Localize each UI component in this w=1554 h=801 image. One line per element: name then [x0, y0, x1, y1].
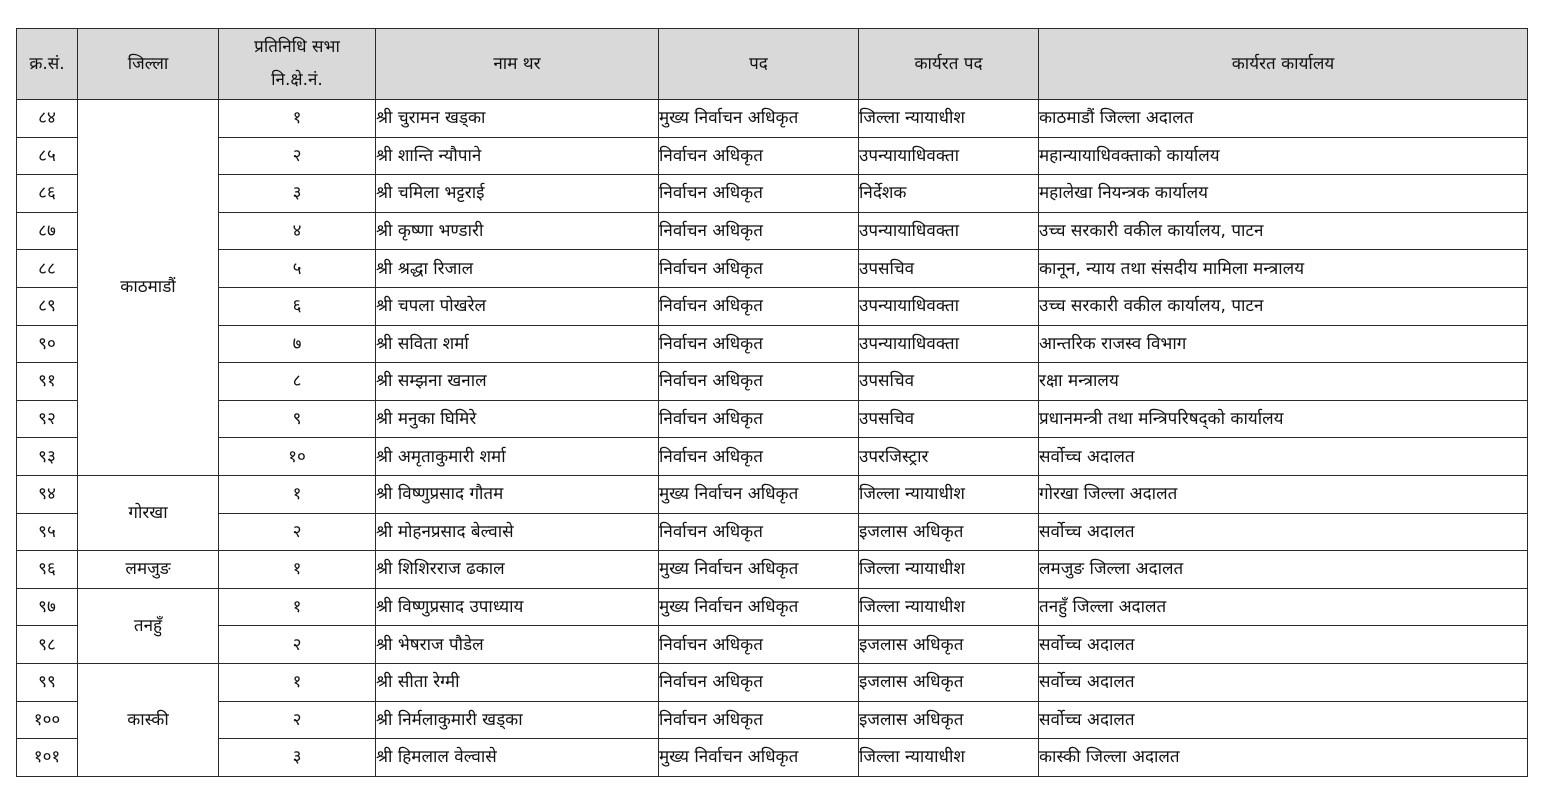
working-office-cell: कानून, न्याय तथा संसदीय मामिला मन्त्रालय [1039, 250, 1528, 288]
constituency-cell: ९ [219, 400, 376, 438]
serial-number-cell: ९९ [17, 663, 78, 701]
working-post-cell: इजलास अधिकृत [859, 626, 1039, 664]
name-cell: श्री चपला पोखरेल [376, 287, 659, 325]
table-row [17, 175, 1528, 213]
working-post-cell: उपरजिस्ट्रार [859, 438, 1039, 476]
post-cell: निर्वाचन अधिकृत [659, 513, 859, 551]
table-row [17, 513, 1528, 551]
serial-number-cell: ८७ [17, 212, 78, 250]
table-row [17, 287, 1528, 325]
working-office-cell: सर्वोच्च अदालत [1039, 513, 1528, 551]
header-district: जिल्ला [78, 29, 219, 100]
table-body [17, 100, 1528, 777]
table-row [17, 100, 1528, 138]
post-cell: निर्वाचन अधिकृत [659, 701, 859, 739]
post-cell: निर्वाचन अधिकृत [659, 137, 859, 175]
working-office-cell: उच्च सरकारी वकील कार्यालय, पाटन [1039, 212, 1528, 250]
working-office-cell: सर्वोच्च अदालत [1039, 701, 1528, 739]
officer-table [16, 28, 1528, 777]
district-cell: तनहुँ [78, 588, 219, 663]
table-row [17, 551, 1528, 589]
constituency-cell: ३ [219, 175, 376, 213]
serial-number-cell: १०१ [17, 739, 78, 777]
working-post-cell: इजलास अधिकृत [859, 663, 1039, 701]
header-serial-number: क्र.सं. [17, 29, 78, 100]
serial-number-cell: ९५ [17, 513, 78, 551]
name-cell: श्री श्रद्धा रिजाल [376, 250, 659, 288]
name-cell: श्री सीता रेग्मी [376, 663, 659, 701]
constituency-cell: २ [219, 513, 376, 551]
constituency-cell: १ [219, 475, 376, 513]
constituency-cell: ४ [219, 212, 376, 250]
header-post: पद [659, 29, 859, 100]
name-cell: श्री मोहनप्रसाद बेल्वासे [376, 513, 659, 551]
post-cell: निर्वाचन अधिकृत [659, 325, 859, 363]
name-cell: श्री कृष्णा भण्डारी [376, 212, 659, 250]
serial-number-cell: ८६ [17, 175, 78, 213]
post-cell: मुख्य निर्वाचन अधिकृत [659, 475, 859, 513]
working-post-cell: जिल्ला न्यायाधीश [859, 551, 1039, 589]
constituency-cell: ६ [219, 287, 376, 325]
working-office-cell: आन्तरिक राजस्व विभाग [1039, 325, 1528, 363]
post-cell: मुख्य निर्वाचन अधिकृत [659, 551, 859, 589]
header-constituency-line1: प्रतिनिधि सभा [254, 37, 340, 57]
header-working-post: कार्यरत पद [859, 29, 1039, 100]
working-post-cell: उपन्यायाधिवक्ता [859, 325, 1039, 363]
serial-number-cell: ८५ [17, 137, 78, 175]
working-post-cell: उपन्यायाधिवक्ता [859, 212, 1039, 250]
working-office-cell: काठमाडौं जिल्ला अदालत [1039, 100, 1528, 138]
table-row [17, 212, 1528, 250]
working-post-cell: निर्देशक [859, 175, 1039, 213]
working-post-cell: उपसचिव [859, 250, 1039, 288]
district-cell: कास्की [78, 663, 219, 776]
serial-number-cell: ९८ [17, 626, 78, 664]
working-office-cell: महालेखा नियन्त्रक कार्यालय [1039, 175, 1528, 213]
post-cell: निर्वाचन अधिकृत [659, 626, 859, 664]
working-post-cell: जिल्ला न्यायाधीश [859, 739, 1039, 777]
name-cell: श्री शान्ति न्यौपाने [376, 137, 659, 175]
working-post-cell: उपन्यायाधिवक्ता [859, 287, 1039, 325]
table-row [17, 363, 1528, 401]
serial-number-cell: ९१ [17, 363, 78, 401]
working-post-cell: जिल्ला न्यायाधीश [859, 100, 1039, 138]
serial-number-cell: ९२ [17, 400, 78, 438]
working-post-cell: उपन्यायाधिवक्ता [859, 137, 1039, 175]
working-office-cell: रक्षा मन्त्रालय [1039, 363, 1528, 401]
working-office-cell: महान्यायाधिवक्ताको कार्यालय [1039, 137, 1528, 175]
working-office-cell: सर्वोच्च अदालत [1039, 626, 1528, 664]
table-row [17, 701, 1528, 739]
serial-number-cell: ८८ [17, 250, 78, 288]
constituency-cell: १ [219, 588, 376, 626]
serial-number-cell: ८९ [17, 287, 78, 325]
header-constituency [219, 29, 376, 100]
working-office-cell: लमजुङ जिल्ला अदालत [1039, 551, 1528, 589]
constituency-cell: २ [219, 701, 376, 739]
working-office-cell: उच्च सरकारी वकील कार्यालय, पाटन [1039, 287, 1528, 325]
header-constituency-line2: नि.क्षे.नं. [271, 70, 323, 90]
serial-number-cell: ९६ [17, 551, 78, 589]
post-cell: निर्वाचन अधिकृत [659, 438, 859, 476]
post-cell: निर्वाचन अधिकृत [659, 400, 859, 438]
working-post-cell: इजलास अधिकृत [859, 513, 1039, 551]
constituency-cell: ८ [219, 363, 376, 401]
table-row [17, 663, 1528, 701]
working-office-cell: सर्वोच्च अदालत [1039, 663, 1528, 701]
header-working-office: कार्यरत कार्यालय [1039, 29, 1528, 100]
header-name: नाम थर [376, 29, 659, 100]
serial-number-cell: ९४ [17, 475, 78, 513]
table-row [17, 325, 1528, 363]
post-cell: निर्वाचन अधिकृत [659, 250, 859, 288]
serial-number-cell: १०० [17, 701, 78, 739]
constituency-cell: ३ [219, 739, 376, 777]
name-cell: श्री मनुका घिमिरे [376, 400, 659, 438]
table-row [17, 250, 1528, 288]
post-cell: निर्वाचन अधिकृत [659, 287, 859, 325]
name-cell: श्री चुरामन खड्का [376, 100, 659, 138]
working-office-cell: गोरखा जिल्ला अदालत [1039, 475, 1528, 513]
working-office-cell: तनहुँ जिल्ला अदालत [1039, 588, 1528, 626]
district-cell: लमजुङ [78, 551, 219, 589]
table-row [17, 626, 1528, 664]
working-post-cell: इजलास अधिकृत [859, 701, 1039, 739]
serial-number-cell: ९७ [17, 588, 78, 626]
table-row [17, 400, 1528, 438]
working-post-cell: उपसचिव [859, 363, 1039, 401]
district-cell: गोरखा [78, 475, 219, 550]
name-cell: श्री निर्मलाकुमारी खड्का [376, 701, 659, 739]
district-cell: काठमाडौं [78, 100, 219, 476]
constituency-cell: २ [219, 137, 376, 175]
table-header [17, 29, 1528, 100]
serial-number-cell: ९० [17, 325, 78, 363]
post-cell: निर्वाचन अधिकृत [659, 363, 859, 401]
post-cell: निर्वाचन अधिकृत [659, 663, 859, 701]
table-row [17, 739, 1528, 777]
table-row [17, 438, 1528, 476]
working-office-cell: प्रधानमन्त्री तथा मन्त्रिपरिषद्को कार्यालय [1039, 400, 1528, 438]
name-cell: श्री भेषराज पौडेल [376, 626, 659, 664]
post-cell: मुख्य निर्वाचन अधिकृत [659, 588, 859, 626]
constituency-cell: ७ [219, 325, 376, 363]
post-cell: मुख्य निर्वाचन अधिकृत [659, 100, 859, 138]
name-cell: श्री सम्झना खनाल [376, 363, 659, 401]
name-cell: श्री अमृताकुमारी शर्मा [376, 438, 659, 476]
constituency-cell: १ [219, 551, 376, 589]
name-cell: श्री विष्णुप्रसाद उपाध्याय [376, 588, 659, 626]
constituency-cell: १ [219, 663, 376, 701]
working-post-cell: उपसचिव [859, 400, 1039, 438]
name-cell: श्री हिमलाल वेल्वासे [376, 739, 659, 777]
table-row [17, 588, 1528, 626]
post-cell: निर्वाचन अधिकृत [659, 175, 859, 213]
working-post-cell: जिल्ला न्यायाधीश [859, 588, 1039, 626]
post-cell: निर्वाचन अधिकृत [659, 212, 859, 250]
constituency-cell: २ [219, 626, 376, 664]
post-cell: मुख्य निर्वाचन अधिकृत [659, 739, 859, 777]
name-cell: श्री विष्णुप्रसाद गौतम [376, 475, 659, 513]
table-row [17, 137, 1528, 175]
constituency-cell: १० [219, 438, 376, 476]
working-office-cell: सर्वोच्च अदालत [1039, 438, 1528, 476]
name-cell: श्री चमिला भट्टराई [376, 175, 659, 213]
constituency-cell: १ [219, 100, 376, 138]
constituency-cell: ५ [219, 250, 376, 288]
table-row [17, 475, 1528, 513]
serial-number-cell: ८४ [17, 100, 78, 138]
name-cell: श्री शिशिरराज ढकाल [376, 551, 659, 589]
name-cell: श्री सविता शर्मा [376, 325, 659, 363]
working-office-cell: कास्की जिल्ला अदालत [1039, 739, 1528, 777]
working-post-cell: जिल्ला न्यायाधीश [859, 475, 1039, 513]
serial-number-cell: ९३ [17, 438, 78, 476]
